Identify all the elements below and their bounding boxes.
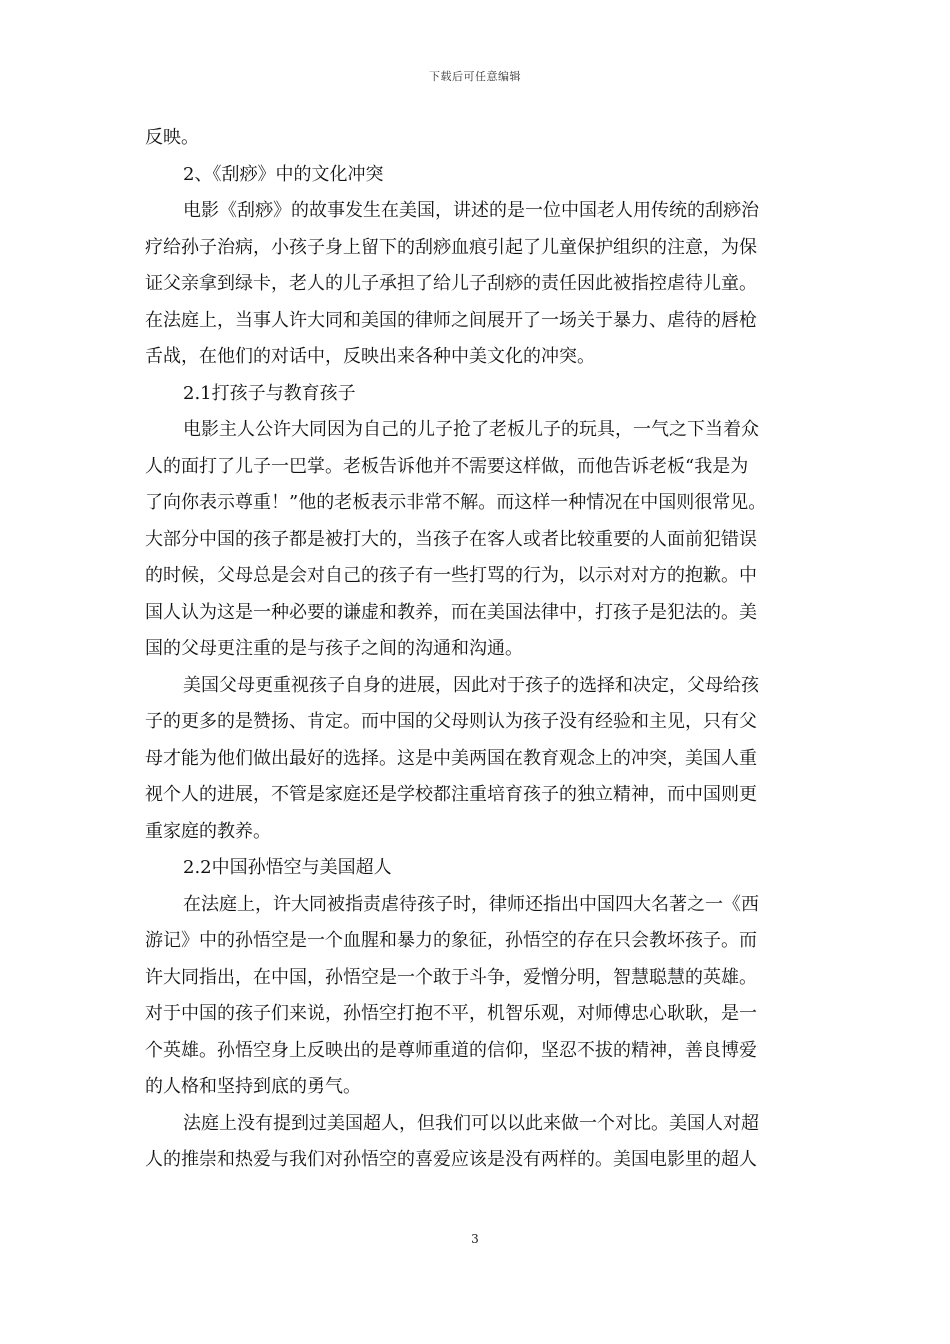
paragraph-line: 游记》中的孙悟空是一个血腥和暴力的象征，孙悟空的存在只会教坏孩子。而 bbox=[145, 930, 757, 951]
paragraph-line: 舌战，在他们的对话中，反映出来各种中美文化的冲突。 bbox=[145, 346, 595, 367]
paragraph-line: 在法庭上，许大同被指责虐待孩子时，律师还指出中国四大名著之一《西 bbox=[183, 893, 759, 915]
subsection-heading: 2.1打孩子与教育孩子 bbox=[183, 382, 356, 404]
paragraph-line: 证父亲拿到绿卡，老人的儿子承担了给儿子刮痧的责任因此被指控虐待儿童。 bbox=[145, 273, 757, 294]
paragraph-line: 个英雄。孙悟空身上反映出的是尊师重道的信仰，坚忍不拔的精神，善良博爱 bbox=[145, 1039, 757, 1061]
paragraph-line: 对于中国的孩子们来说，孙悟空打抱不平，机智乐观，对师傅忠心耿耿，是一 bbox=[145, 1003, 757, 1024]
page-header: 下载后可任意编辑 bbox=[429, 70, 521, 83]
paragraph-line: 国的父母更注重的是与孩子之间的沟通和沟通。 bbox=[145, 638, 523, 659]
paragraph-line: 子的更多的是赞扬、肯定。而中国的父母则认为孩子没有经验和主见，只有父 bbox=[145, 711, 757, 732]
paragraph-line: 许大同指出，在中国，孙悟空是一个敢于斗争，爱憎分明，智慧聪慧的英雄。 bbox=[145, 966, 757, 988]
paragraph-line: 法庭上没有提到过美国超人，但我们可以以此来做一个对比。美国人对超 bbox=[183, 1112, 759, 1134]
paragraph-line: 电影《刮痧》的故事发生在美国，讲述的是一位中国老人用传统的刮痧治 bbox=[183, 200, 759, 221]
paragraph-line: 疗给孙子治病，小孩子身上留下的刮痧血痕引起了儿童保护组织的注意，为保 bbox=[145, 236, 757, 258]
paragraph-line: 美国父母更重视孩子自身的进展，因此对于孩子的选择和决定，父母给孩 bbox=[183, 674, 759, 696]
paragraph-line: 大部分中国的孩子都是被打大的，当孩子在客人或者比较重要的人面前犯错误 bbox=[145, 528, 757, 550]
paragraph-line: 重家庭的教养。 bbox=[145, 820, 271, 842]
paragraph-line: 母才能为他们做出最好的选择。这是中美两国在教育观念上的冲突，美国人重 bbox=[145, 747, 757, 769]
paragraph-line: 的人格和坚持到底的勇气。 bbox=[145, 1076, 361, 1097]
section-heading: 2、《刮痧》中的文化冲突 bbox=[183, 163, 384, 185]
document-body bbox=[145, 120, 807, 1179]
page-number: 3 bbox=[471, 1232, 479, 1246]
paragraph-line: 的时候，父母总是会对自己的孩子有一些打骂的行为，以示对对方的抱歉。中 bbox=[145, 565, 757, 586]
paragraph-line: 在法庭上，当事人许大同和美国的律师之间展开了一场关于暴力、虐待的唇枪 bbox=[145, 309, 757, 331]
paragraph-line: 了向你表示尊重！”他的老板表示非常不解。而这样一种情况在中国则很常见。 bbox=[145, 492, 767, 513]
subsection-heading: 2.2中国孙悟空与美国超人 bbox=[183, 857, 392, 878]
paragraph-line: 国人认为这是一种必要的谦虚和教养，而在美国法律中，打孩子是犯法的。美 bbox=[145, 601, 757, 623]
paragraph-line: 人的面打了儿子一巴掌。老板告诉他并不需要这样做，而他告诉老板“我是为 bbox=[145, 455, 749, 477]
paragraph-line: 电影主人公许大同因为自己的儿子抢了老板儿子的玩具，一气之下当着众 bbox=[183, 419, 759, 440]
text-line: 反映。 bbox=[145, 127, 199, 148]
paragraph-line: 人的推崇和热爱与我们对孙悟空的喜爱应该是没有两样的。美国电影里的超人 bbox=[145, 1149, 757, 1170]
paragraph-line: 视个人的进展，不管是家庭还是学校都注重培育孩子的独立精神，而中国则更 bbox=[145, 784, 757, 805]
